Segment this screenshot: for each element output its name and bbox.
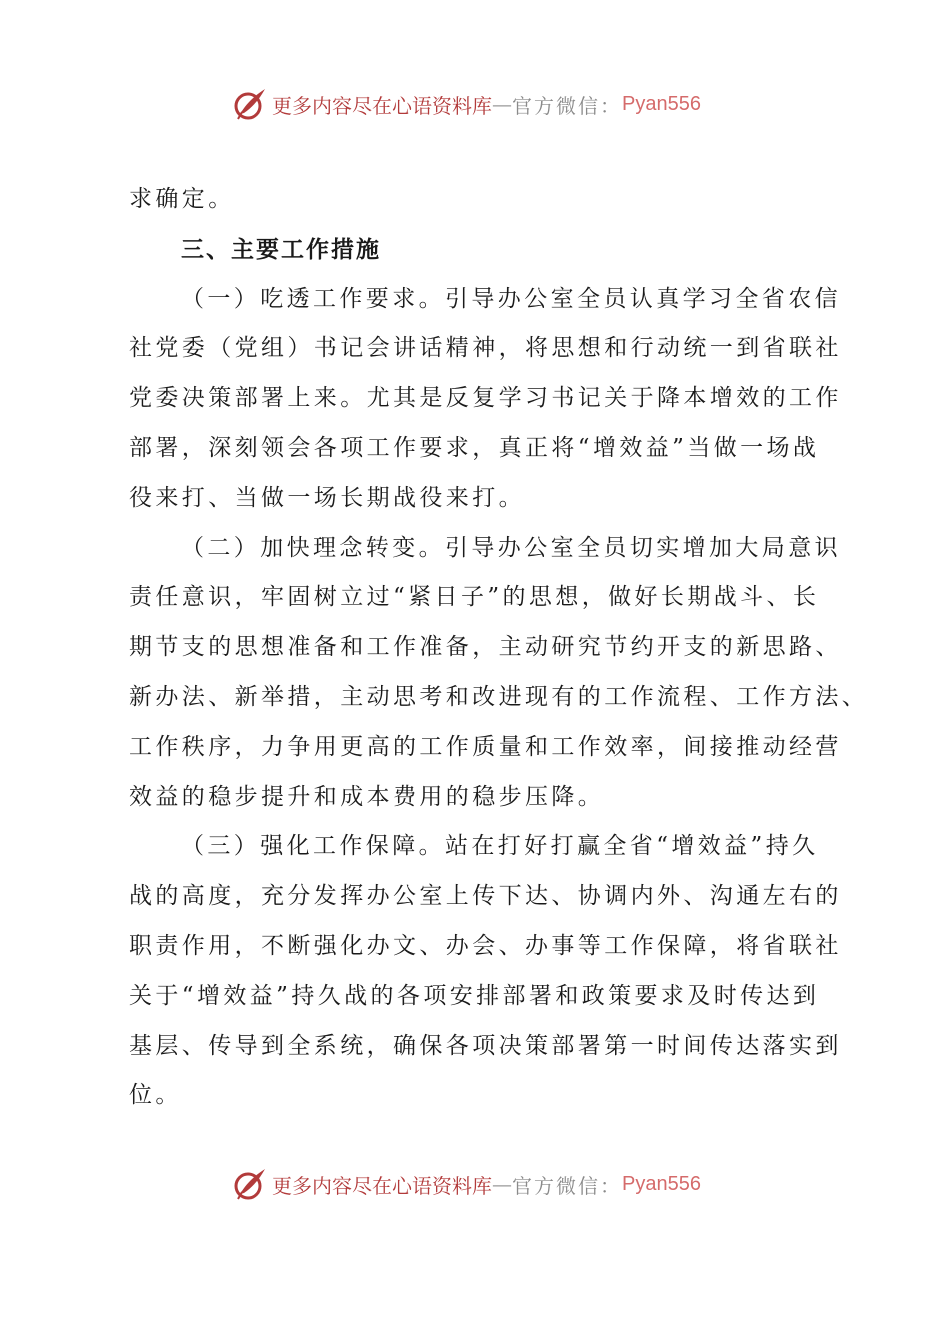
paragraph-3-line-1: （三）强化工作保障。站在打好打赢全省“增效益”持久 [181, 833, 819, 860]
watermark-wechat-id: Pyan556 [622, 1172, 701, 1195]
quill-logo-icon [232, 1166, 268, 1202]
paragraph-1-line-5: 役来打、当做一场长期战役来打。 [129, 484, 525, 511]
watermark-wechat-id: Pyan556 [622, 92, 701, 115]
paragraph-2-line-3: 期节支的思想准备和工作准备，主动研究节约开支的新思路、 [129, 634, 842, 661]
watermark-banner-bottom [232, 1164, 701, 1204]
paragraph-1-line-4: 部署，深刻领会各项工作要求，真正将“增效益”当做一场战 [129, 434, 820, 461]
section-heading: 三、主要工作措施 [181, 235, 381, 263]
quill-logo-icon [232, 86, 268, 122]
paragraph-2-line-4: 新办法、新举措，主动思考和改进现有的工作流程、工作方法、 [129, 683, 869, 710]
paragraph-1-line-3: 党委决策部署上来。尤其是反复学习书记关于降本增效的工作 [129, 385, 842, 412]
paragraph-3-line-3: 职责作用，不断强化办文、办会、办事等工作保障，将省联社 [129, 932, 842, 959]
watermark-dash: — [492, 1172, 512, 1196]
paragraph-3-line-5: 基层、传导到全系统，确保各项决策部署第一时间传达落实到 [129, 1032, 842, 1059]
paragraph-2-line-6: 效益的稳步提升和成本费用的稳步压降。 [129, 783, 605, 810]
paragraph-1-line-1: （一）吃透工作要求。引导办公室全员认真学习全省农信 [181, 285, 841, 312]
paragraph-2-line-2: 责任意识，牢固树立过“紧日子”的思想，做好长期战斗、长 [129, 584, 820, 611]
paragraph-2-line-5: 工作秩序，力争用更高的工作质量和工作效率，间接推动经营 [129, 733, 842, 760]
document-body [129, 175, 869, 1121]
watermark-brand-text: 更多内容尽在心语资料库 [272, 93, 492, 118]
text-line: 求确定。 [129, 186, 235, 212]
watermark-wechat-label: 官方微信： [512, 93, 622, 118]
paragraph-1-line-2: 社党委（党组）书记会讲话精神，将思想和行动统一到省联社 [129, 335, 842, 362]
paragraph-3-line-4: 关于“增效益”持久战的各项安排部署和政策要求及时传达到 [129, 982, 820, 1009]
watermark-banner-top [232, 84, 701, 124]
paragraph-3-line-2: 战的高度，充分发挥办公室上传下达、协调内外、沟通左右的 [129, 883, 842, 910]
watermark-wechat-label: 官方微信： [512, 1173, 622, 1198]
paragraph-3-line-6: 位。 [129, 1082, 182, 1109]
watermark-brand-text: 更多内容尽在心语资料库 [272, 1173, 492, 1198]
paragraph-2-line-1: （二）加快理念转变。引导办公室全员切实增加大局意识 [181, 534, 841, 561]
watermark-dash: — [492, 92, 512, 116]
